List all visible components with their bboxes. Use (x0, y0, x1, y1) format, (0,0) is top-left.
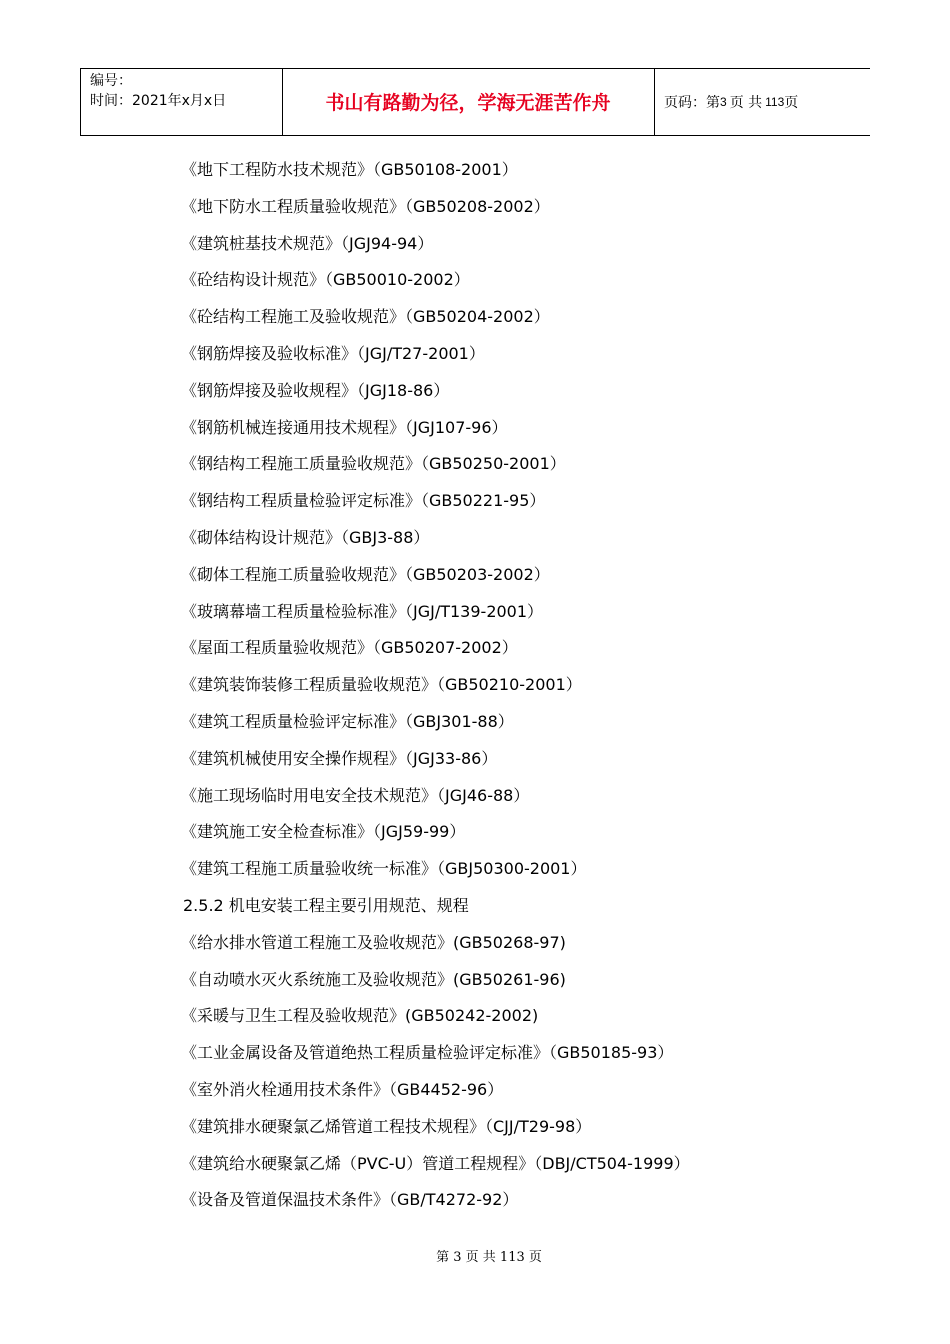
list-item: 《砌体结构设计规范》（GBJ3-88） (181, 527, 430, 547)
standards-list (0, 152, 950, 1219)
page-prefix: 页码：第 (664, 94, 720, 111)
list-item: 《砼结构工程施工及验收规范》（GB50204-2002） (181, 307, 550, 327)
list-item: 《建筑工程质量检验评定标准》（GBJ301-88） (181, 711, 514, 731)
header-left-border (80, 68, 81, 135)
list-item: 《建筑施工安全检查标准》（JGJ59-99） (181, 822, 466, 842)
serial-label: 编号： (90, 73, 132, 89)
list-item: 《地下工程防水技术规范》（GB50108-2001） (181, 160, 518, 179)
header-page-number (664, 68, 798, 135)
page-mid: 页 共 (729, 94, 763, 111)
list-item: 《工业金属设备及管道绝热工程质量检验评定标准》（GB50185-93） (181, 1043, 674, 1063)
list-item: 《施工现场临时用电安全技术规范》（JGJ46-88） (181, 785, 530, 805)
date-line: 时间：2021年x月x日 (90, 93, 227, 109)
page-footer: 第 3 页 共 113 页 (436, 1250, 542, 1265)
list-item: 《钢筋机械连接通用技术规程》（JGJ107-96） (181, 417, 508, 437)
list-item: 《玻璃幕墙工程质量检验标准》（JGJ/T139-2001） (181, 601, 544, 621)
list-item: 《建筑工程施工质量验收统一标准》（GBJ50300-2001） (181, 859, 587, 879)
list-item: 《建筑排水硬聚氯乙烯管道工程技术规程》（CJJ/T29-98） (181, 1116, 592, 1136)
list-item: 《建筑装饰装修工程质量验收规范》（GB50210-2001） (181, 675, 582, 695)
header-slogan: 书山有路勤为径，学海无涯苦作舟 (325, 92, 611, 114)
list-item: 《砼结构设计规范》（GB50010-2002） (181, 270, 470, 290)
list-item: 《钢筋焊接及验收标准》（JGJ/T27-2001） (181, 343, 485, 363)
list-item: 《建筑机械使用安全操作规程》（JGJ33-86） (181, 748, 498, 768)
list-item: 《建筑给水硬聚氯乙烯（PVC-U）管道工程规程》（DBJ/CT504-1999） (181, 1153, 690, 1173)
list-item: 《给水排水管道工程施工及验收规范》(GB50268-97) (181, 932, 566, 952)
header-meta (90, 71, 280, 111)
page-current: 3 (720, 94, 727, 109)
list-item: 《建筑桩基技术规范》（JGJ94-94） (181, 233, 434, 253)
list-item: 《钢结构工程施工质量验收规范》（GB50250-2001） (181, 454, 566, 474)
list-item: 《采暖与卫生工程及验收规范》(GB50242-2002) (181, 1006, 539, 1026)
list-item: 《室外消火栓通用技术条件》（GB4452-96） (181, 1079, 504, 1099)
header-bottom-rule (80, 135, 870, 136)
page-total: 113 (765, 94, 785, 109)
list-item: 《钢筋焊接及验收规程》（JGJ18-86） (181, 380, 450, 400)
section-heading: 2.5.2 机电安装工程主要引用规范、规程 (183, 895, 469, 915)
list-item: 《设备及管道保温技术条件》（GB/T4272-92） (181, 1190, 519, 1210)
header-divider-2 (654, 68, 655, 135)
list-item: 《砌体工程施工质量验收规范》（GB50203-2002） (181, 564, 550, 584)
list-item: 《屋面工程质量验收规范》（GB50207-2002） (181, 638, 518, 658)
list-item: 《自动喷水灭火系统施工及验收规范》(GB50261-96) (181, 969, 566, 989)
list-item: 《钢结构工程质量检验评定标准》（GB50221-95） (181, 491, 546, 511)
list-item: 《地下防水工程质量验收规范》（GB50208-2002） (181, 196, 550, 216)
page-suffix: 页 (784, 94, 799, 111)
